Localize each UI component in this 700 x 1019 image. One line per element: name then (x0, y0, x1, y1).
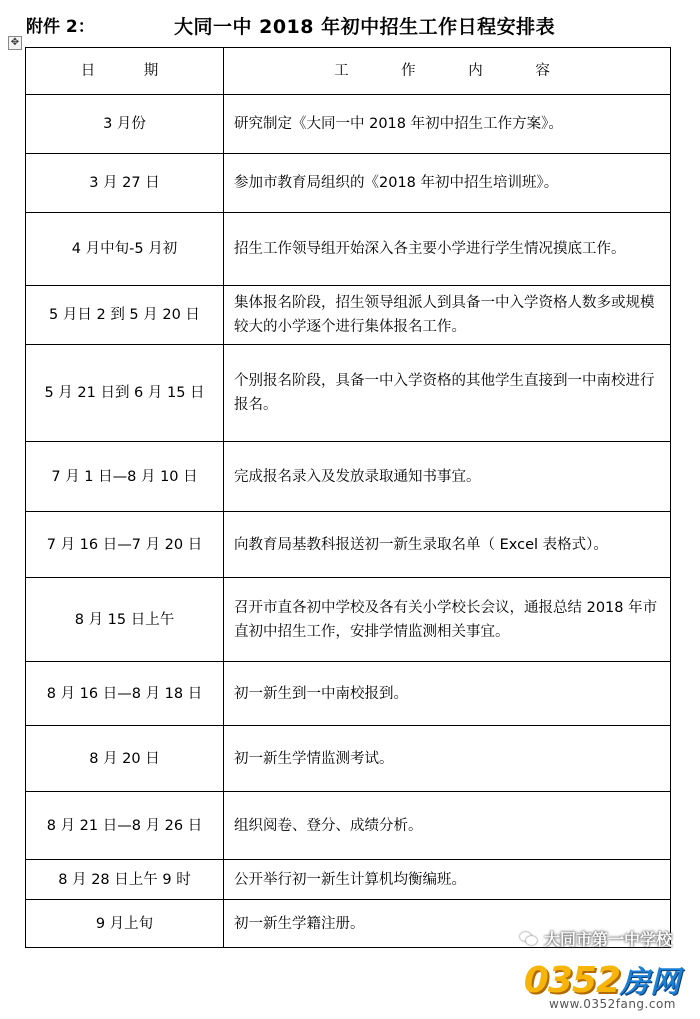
table-row (26, 95, 671, 154)
table-row (26, 345, 671, 442)
table-row (26, 286, 671, 345)
date-cell: 3 月 27 日 (26, 154, 224, 213)
work-column-header: 工 作 内 容 (224, 48, 671, 95)
site-url: www.0352fang.com (549, 997, 676, 1011)
table-row (26, 442, 671, 512)
wechat-account-name: 大同市第一中学校 (543, 930, 672, 949)
table-row (26, 154, 671, 213)
table-row (26, 726, 671, 792)
document-title: 大同一中 2018 年初中招生工作日程安排表 (174, 16, 556, 38)
table-move-handle-icon[interactable]: ✥ (8, 36, 22, 50)
work-cell: 向教育局基教科报送初一新生录取名单（ Excel 表格式）。 (224, 512, 671, 578)
work-cell: 集体报名阶段，招生领导组派人到具备一中入学资格人数多或规模较大的小学逐个进行集体报名工作。 (224, 286, 671, 345)
date-cell: 3 月份 (26, 95, 224, 154)
date-cell: 5 月日 2 到 5 月 20 日 (26, 286, 224, 345)
table-row (26, 860, 671, 900)
work-cell: 初一新生到一中南校报到。 (224, 662, 671, 726)
table-row (26, 578, 671, 662)
work-cell: 研究制定《大同一中 2018 年初中招生工作方案》。 (224, 95, 671, 154)
date-cell: 4 月中旬-5 月初 (26, 213, 224, 286)
date-cell: 8 月 15 日上午 (26, 578, 224, 662)
document-header (26, 8, 686, 38)
date-cell: 5 月 21 日到 6 月 15 日 (26, 345, 224, 442)
work-cell: 召开市直各初中学校及各有关小学校长会议，通报总结 2018 年市直初中招生工作，安排学情监测相关事宜。 (224, 578, 671, 662)
date-cell: 8 月 20 日 (26, 726, 224, 792)
wechat-icon (520, 932, 538, 946)
work-cell: 参加市教育局组织的《2018 年初中招生培训班》。 (224, 154, 671, 213)
work-cell: 初一新生学情监测考试。 (224, 726, 671, 792)
table-row (26, 213, 671, 286)
wechat-account-watermark (520, 927, 672, 950)
table-row (26, 512, 671, 578)
date-column-header: 日 期 (26, 48, 224, 95)
work-cell: 公开举行初一新生计算机均衡编班。 (224, 860, 671, 900)
work-cell: 完成报名录入及发放录取通知书事宜。 (224, 442, 671, 512)
site-logo (524, 957, 680, 1001)
date-cell: 8 月 16 日—8 月 18 日 (26, 662, 224, 726)
date-cell: 7 月 1 日—8 月 10 日 (26, 442, 224, 512)
schedule-table (25, 47, 671, 948)
date-cell: 8 月 21 日—8 月 26 日 (26, 792, 224, 860)
attachment-label: 附件 2： (26, 17, 95, 37)
date-cell: 9 月上旬 (26, 900, 224, 948)
work-cell: 初一新生学籍注册。 (224, 900, 671, 948)
date-cell: 8 月 28 日上午 9 时 (26, 860, 224, 900)
work-cell: 组织阅卷、登分、成绩分析。 (224, 792, 671, 860)
site-watermark (450, 927, 690, 1015)
logo-text: 房网 (620, 965, 680, 1000)
work-cell: 招生工作领导组开始深入各主要小学进行学生情况摸底工作。 (224, 213, 671, 286)
logo-number: 0352 (523, 960, 620, 1001)
table-row (26, 662, 671, 726)
table-row (26, 792, 671, 860)
table-header-row (26, 48, 671, 95)
date-cell: 7 月 16 日—7 月 20 日 (26, 512, 224, 578)
work-cell: 个别报名阶段，具备一中入学资格的其他学生直接到一中南校进行报名。 (224, 345, 671, 442)
